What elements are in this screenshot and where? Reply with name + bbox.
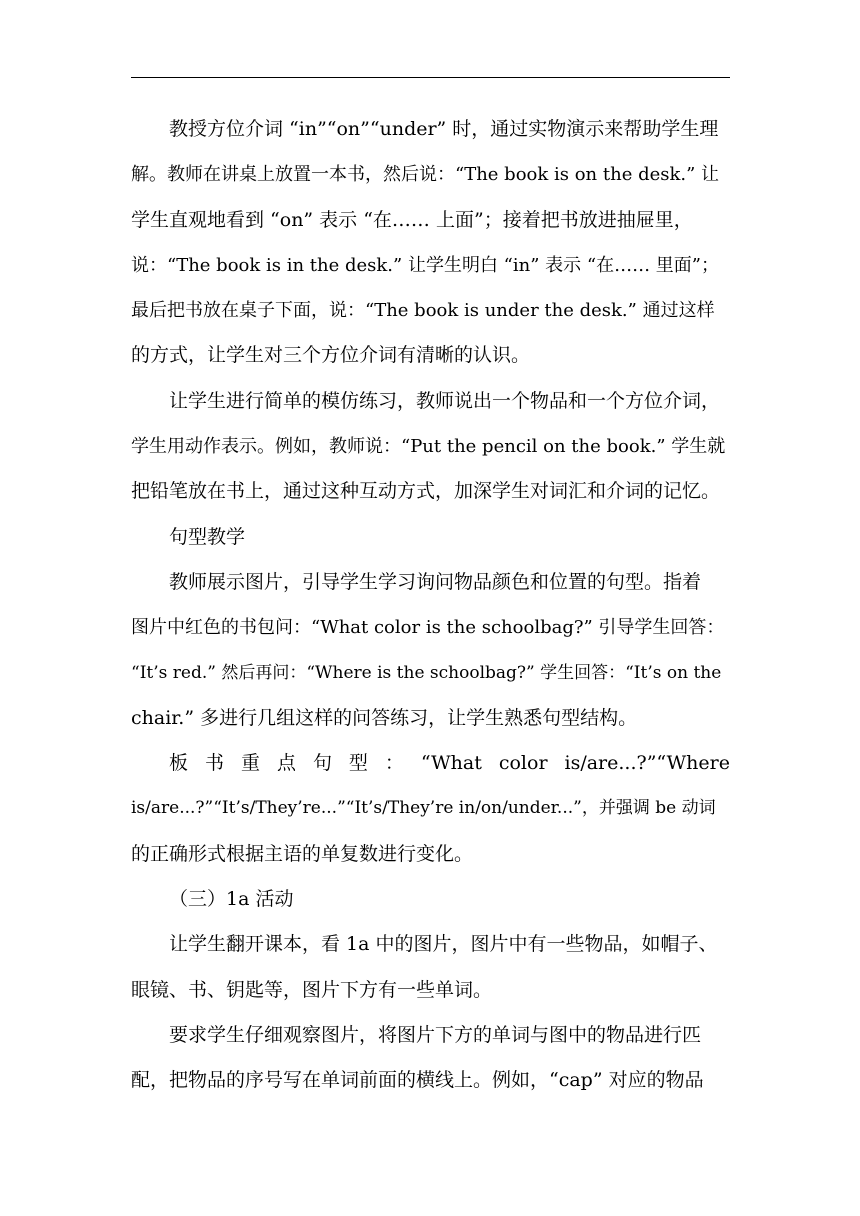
spread-line-word: ： [384,752,404,775]
text-line-8: 学生用动作表示。例如，教师说：“Put the pencil on the book.” 学生就 [131,436,726,458]
header-rule [131,77,730,78]
text-line-20: 眼镜、书、钥匙等，图片下方有一些单词。 [131,978,493,1001]
spread-line-word: 重 [240,752,260,775]
text-line-11: 教师展示图片，引导学生学习询问物品颜色和位置的句型。指着 [169,570,702,593]
text-line-19: 让学生翻开课本，看 1a 中的图片，图片中有一些物品，如帽子、 [169,933,718,956]
text-line-17: 的正确形式根据主语的单复数进行变化。 [131,842,474,865]
spread-line-word: 板 [169,752,189,775]
spread-line-word: 书 [204,752,224,775]
spread-line-word: color [498,752,548,775]
text-line-21: 要求学生仔细观察图片，将图片下方的单词与图中的物品进行匹 [169,1023,702,1046]
text-line-4: 说：“The book is in the desk.” 让学生明白 “in” 表示 “在…… 里面”； [131,254,719,276]
spread-line-word: is/are...?”“Where [564,752,730,775]
text-line-22: 配，把物品的序号写在单词前面的横线上。例如，“cap” 对应的物品 [131,1069,704,1092]
text-line-14: chair.” 多进行几组这样的问答练习，让学生熟悉句型结构。 [131,706,638,729]
text-line-2: 解。教师在讲桌上放置一本书，然后说：“The book is on the desk.” 让 [131,164,720,186]
text-line-7: 让学生进行简单的模仿练习，教师说出一个物品和一个方位介词， [169,389,721,412]
section-heading-1a-activity: （三）1a 活动 [169,888,294,911]
text-line-16: is/are...?”“It’s/They’re...”“It’s/They’re in/on/under...”，并强调 be 动词 [131,798,716,819]
spread-line-word: 句 [312,752,332,775]
spread-line-word: 点 [276,752,296,775]
spread-line-word: “What [420,752,482,775]
text-line-1: 教授方位介词 “in”“on”“under” 时，通过实物演示来帮助学生理 [169,118,719,140]
document-body [131,107,730,1104]
text-line-5: 最后把书放在桌子下面，说：“The book is under the desk.” 通过这样 [131,300,715,322]
spread-line-word: 型 [348,752,368,775]
text-line-13: “It’s red.” 然后再问：“Where is the schoolbag?” 学生回答：“It’s on the [131,662,722,683]
section-heading-sentence-teaching: 句型教学 [169,525,246,548]
text-line-15-spread [131,741,730,786]
text-line-12: 图片中红色的书包问：“What color is the schoolbag?” 引导学生回答： [131,617,725,639]
text-line-6: 的方式，让学生对三个方位介词有清晰的认识。 [131,344,531,367]
text-line-3: 学生直观地看到 “on” 表示 “在…… 上面”；接着把书放进抽屉里， [131,208,693,231]
text-line-9: 把铅笔放在书上，通过这种互动方式，加深学生对词汇和介词的记忆。 [131,480,721,503]
